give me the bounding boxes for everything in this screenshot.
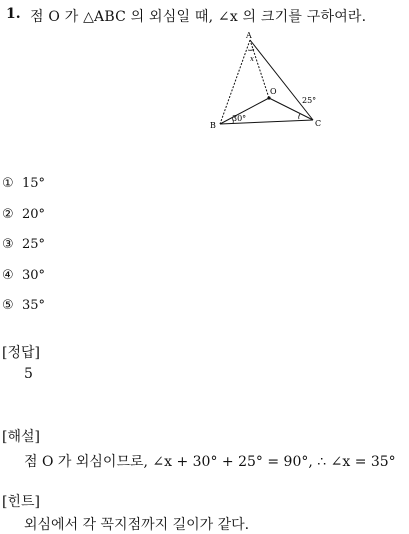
choice-1-value: 15° [22, 176, 46, 191]
answer-value: 5 [24, 366, 33, 382]
choice-3[interactable] [2, 237, 45, 252]
choice-1[interactable] [2, 176, 45, 191]
label-c: C [315, 119, 322, 128]
question-text: 점 O 가 △ABC 의 외심일 때, ∠x 의 크기를 구하여라. [30, 9, 367, 25]
choice-2[interactable] [2, 207, 45, 222]
choice-3-mark: ③ [2, 237, 14, 252]
choice-5-value: 35° [22, 298, 46, 313]
label-angle-b: 30° [232, 114, 247, 123]
side-ab [220, 40, 250, 124]
choice-4-mark: ④ [2, 268, 14, 283]
solution-text: 점 O 가 외심이므로, ∠x + 30° + 25° = 90°, ∴ ∠x = 35° [24, 454, 396, 470]
label-o: O [270, 87, 277, 96]
hint-label: [힌트] [2, 494, 40, 510]
label-b: B [210, 121, 216, 130]
choice-2-value: 20° [22, 207, 46, 222]
angle-c-arc [299, 114, 300, 119]
choice-5-mark: ⑤ [2, 298, 14, 313]
angle-x-arc [248, 49, 254, 50]
solution-label: [해설] [2, 429, 40, 445]
choice-1-mark: ① [2, 176, 14, 191]
hint-text: 외심에서 각 꼭지점까지 길이가 같다. [24, 517, 250, 533]
choice-5[interactable] [2, 298, 45, 313]
triangle-figure [200, 28, 340, 140]
segment-oa [250, 40, 269, 98]
choice-4[interactable] [2, 268, 45, 283]
choice-2-mark: ② [2, 207, 14, 222]
label-angle-c: 25° [302, 96, 317, 105]
point-o [267, 96, 270, 99]
choice-4-value: 30° [22, 268, 46, 283]
label-a: A [246, 31, 252, 40]
answer-label: [정답] [2, 345, 40, 361]
side-ac [250, 40, 313, 120]
choice-3-value: 25° [22, 237, 46, 252]
label-x: x [250, 55, 254, 63]
question-number: 1. [6, 6, 21, 22]
